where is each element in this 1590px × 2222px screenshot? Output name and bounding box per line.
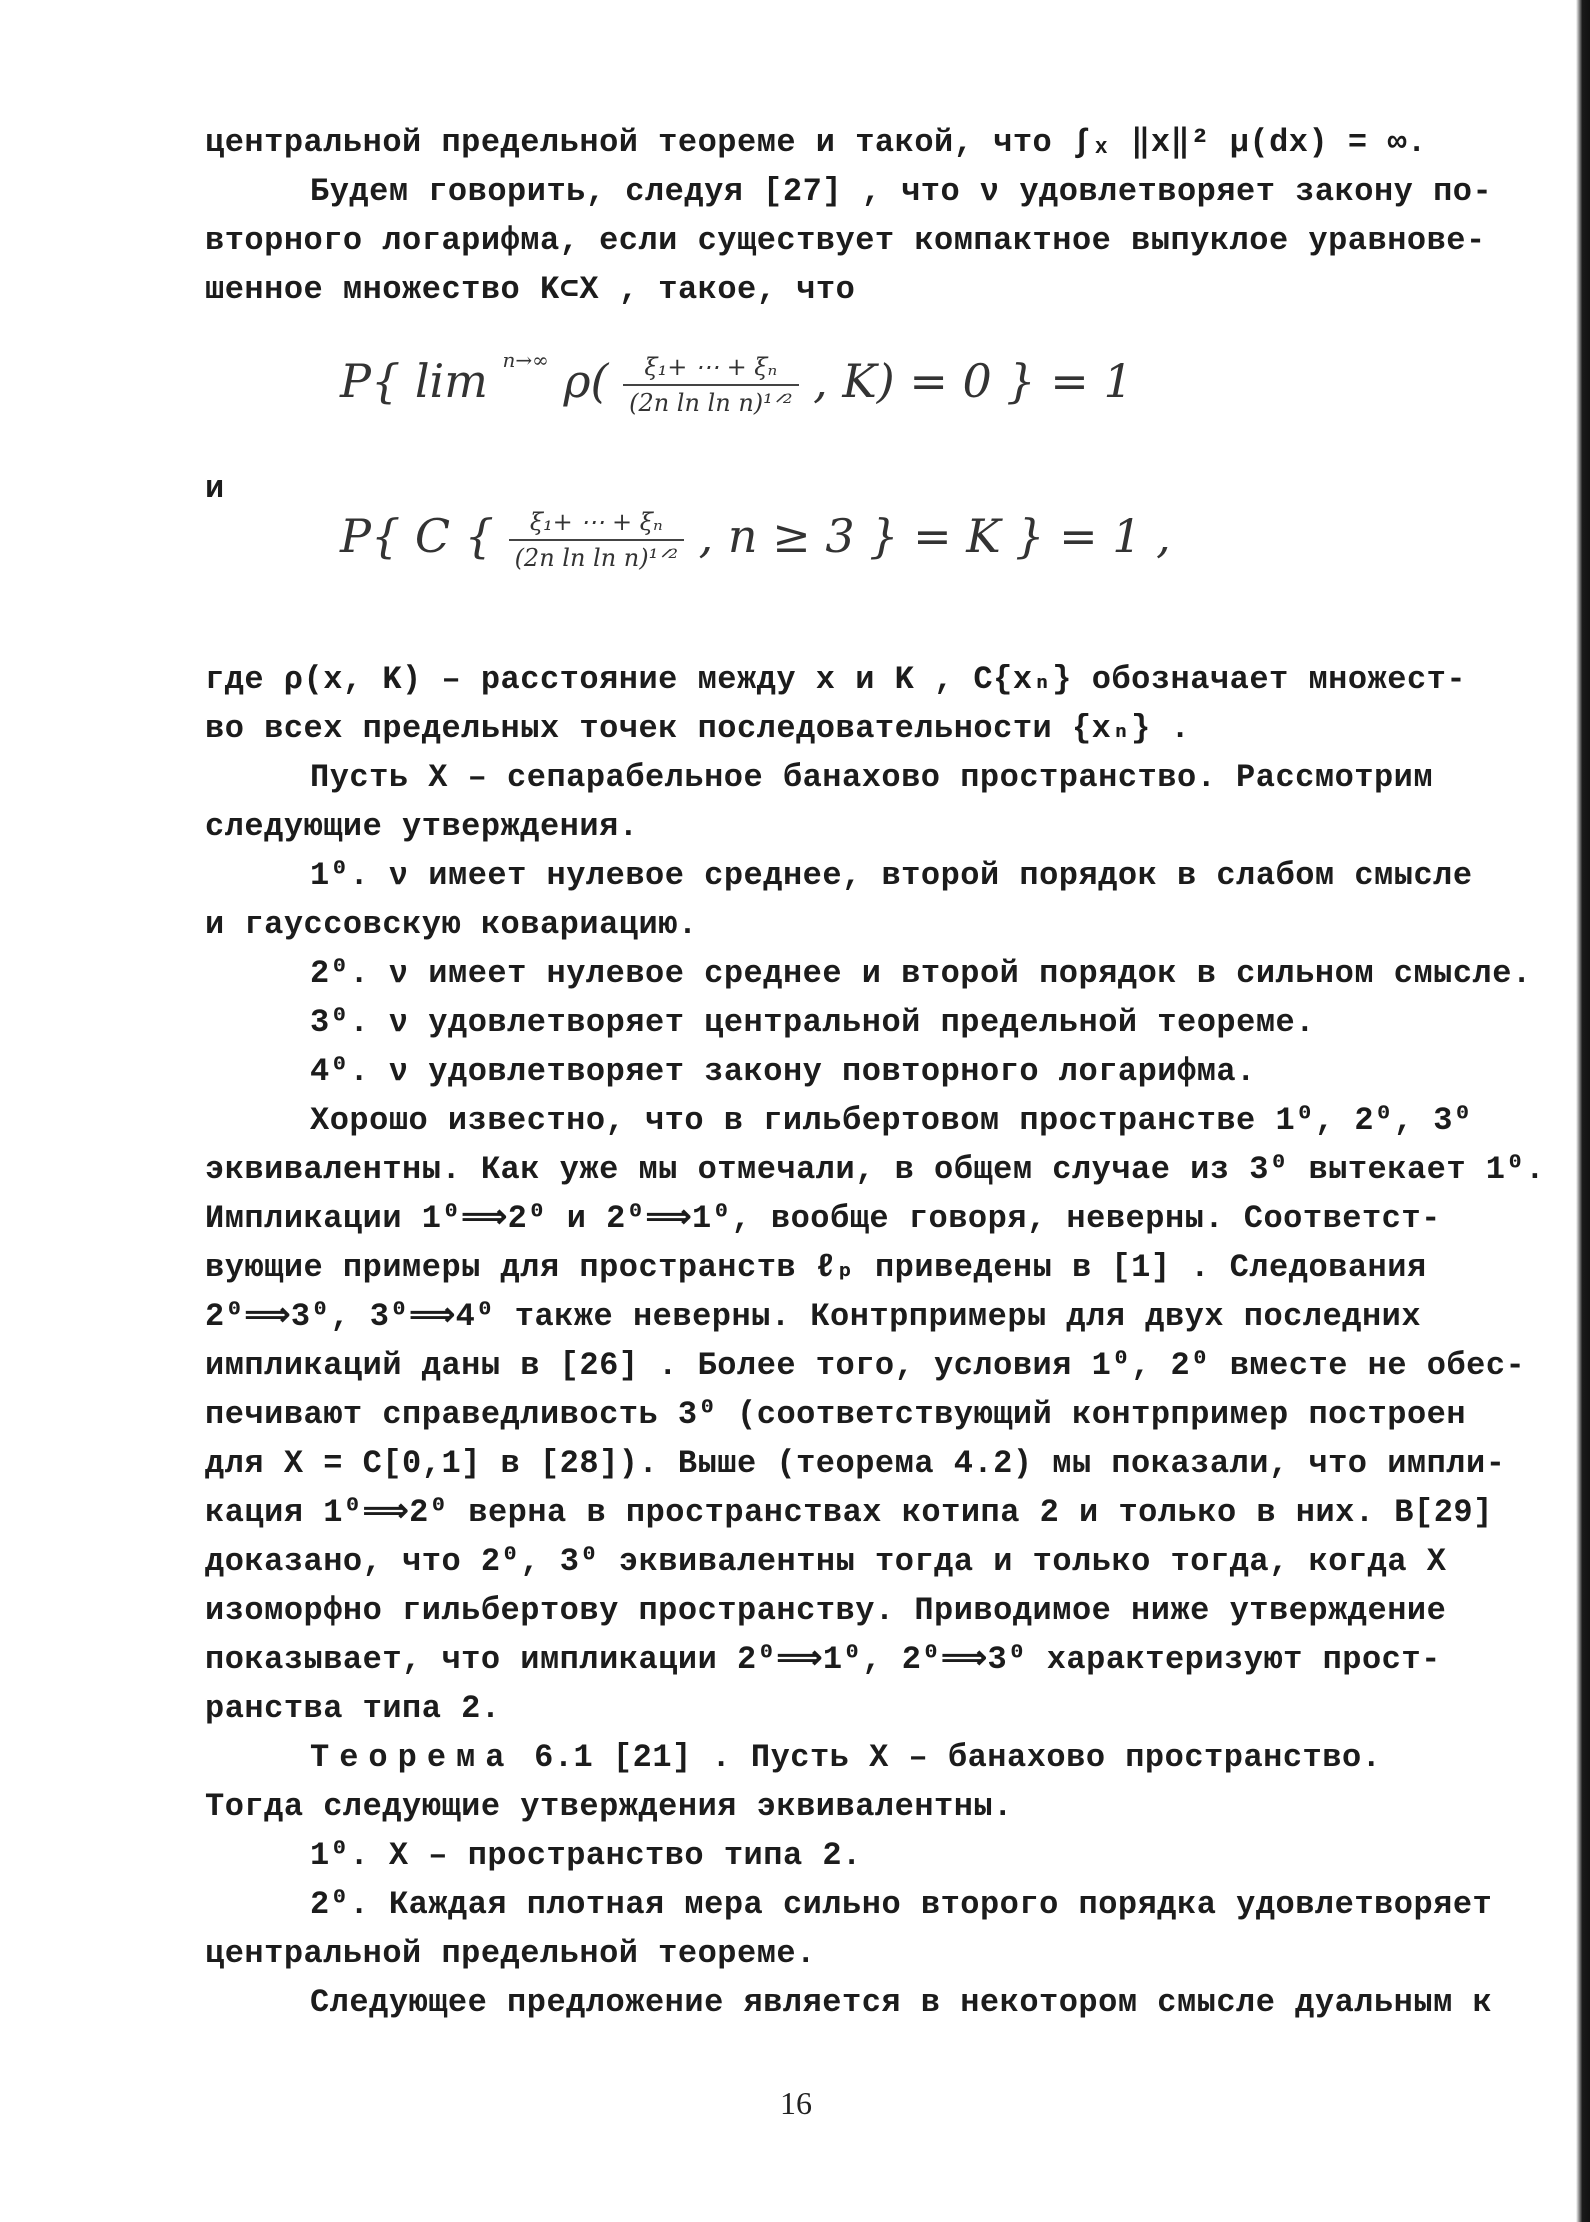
text-line: для X = C[0,1] в [28]). Выше (теорема 4.2) мы показали, что импли-	[205, 1445, 1506, 1482]
text-line: во всех предельных точек последовательности {xₙ} .	[205, 710, 1191, 747]
fraction-numerator: ξ₁+ ⋯ + ξₙ	[509, 505, 684, 541]
theorem-section	[205, 1733, 1535, 2027]
fraction-numerator: ξ₁+ ⋯ + ξₙ	[623, 350, 798, 386]
text-line: печивают справедливость 3⁰ (соответствующий контрпример построен	[205, 1396, 1467, 1433]
text-line: 2⁰. Каждая плотная мера сильно второго порядка удовлетворяет	[310, 1886, 1493, 1923]
text-line: Импликации 1⁰⟹2⁰ и 2⁰⟹1⁰, вообще говоря, неверны. Соответст-	[205, 1200, 1441, 1237]
text-line: где ρ(x, K) – расстояние между x и K , C{xₙ} обозначает множест-	[205, 661, 1467, 698]
body-paragraphs	[205, 655, 1545, 1733]
limit-subscript: n→∞	[502, 348, 549, 372]
fraction-denominator: (2n ln ln n)¹ᐟ²	[629, 389, 793, 417]
text-line: 2⁰. ν имеет нулевое среднее и второй порядок в сильном смысле.	[310, 955, 1532, 992]
intro-paragraph	[205, 118, 1535, 314]
theorem-heading	[205, 1733, 1535, 1782]
page-edge-shadow	[1576, 0, 1590, 2222]
text-line: центральной предельной теореме и такой, что ∫ₓ ‖x‖² μ(dx) = ∞.	[205, 124, 1427, 161]
theorem-rest: 6.1 [21] . Пусть X – банахово пространство.	[514, 1739, 1382, 1776]
text-line: эквивалентны. Как уже мы отмечали, в общем случае из 3⁰ вытекает 1⁰.	[205, 1151, 1545, 1188]
text-line: центральной предельной теореме.	[205, 1935, 816, 1972]
text-line: показывает, что импликации 2⁰⟹1⁰, 2⁰⟹3⁰ характеризуют прост-	[205, 1641, 1441, 1678]
text-line: кация 1⁰⟹2⁰ верна в пространствах котипа 2 и только в них. В[29]	[205, 1494, 1493, 1531]
formula-limit-set	[340, 505, 1171, 575]
text-line: следующие утверждения.	[205, 808, 639, 845]
text-line: ранства типа 2.	[205, 1690, 501, 1727]
limit-subscript-wrap	[503, 350, 549, 370]
formula-suffix: , n ≥ 3 } = K } = 1 ,	[698, 509, 1171, 563]
text-line: Пусть X – сепарабельное банахово пространство. Рассмотрим	[310, 759, 1434, 796]
formula-rho: ρ(	[563, 354, 609, 408]
text-line: изоморфно гильбертову пространству. Приводимое ниже утверждение	[205, 1592, 1447, 1629]
formula-lil-limit	[340, 350, 1133, 420]
text-line: доказано, что 2⁰, 3⁰ эквивалентны тогда и только тогда, когда X	[205, 1543, 1447, 1580]
theorem-label: Теорема	[310, 1739, 515, 1776]
formula-fraction	[509, 505, 684, 575]
formula-suffix: , K) = 0 } = 1	[813, 354, 1133, 408]
text-line: импликаций даны в [26] . Более того, условия 1⁰, 2⁰ вместе не обес-	[205, 1347, 1526, 1384]
text-line: Хорошо известно, что в гильбертовом пространстве 1⁰, 2⁰, 3⁰	[310, 1102, 1473, 1139]
text-line: 1⁰. ν имеет нулевое среднее, второй порядок в слабом смысле	[310, 857, 1473, 894]
text-line: вующие примеры для пространств ℓₚ приведены в [1] . Следования	[205, 1249, 1427, 1286]
text-line: вторного логарифма, если существует компактное выпуклое уравнове-	[205, 222, 1486, 259]
text-line: Будем говорить, следуя [27] , что ν удовлетворяет закону по-	[310, 173, 1493, 210]
conjunction: и	[205, 470, 225, 507]
text-line: 2⁰⟹3⁰, 3⁰⟹4⁰ также неверны. Контрпримеры для двух последних	[205, 1298, 1422, 1335]
fraction-denominator: (2n ln ln n)¹ᐟ²	[514, 544, 679, 572]
text-line: Следующее предложение является в некотором смысле дуальным к	[310, 1984, 1493, 2021]
text-line: шенное множество K⊂X , такое, что	[205, 271, 856, 308]
formula-fraction	[623, 350, 798, 420]
page-number: 16	[780, 2085, 812, 2121]
text-line: 4⁰. ν удовлетворяет закону повторного логарифма.	[310, 1053, 1256, 1090]
text-line: и гауссовскую ковариацию.	[205, 906, 698, 943]
formula-prefix: P{ C {	[340, 509, 494, 563]
text-line: 3⁰. ν удовлетворяет центральной предельной теореме.	[310, 1004, 1315, 1041]
formula-prefix: P{ lim	[340, 354, 488, 408]
text-line: Тогда следующие утверждения эквивалентны.	[205, 1788, 1013, 1825]
text-line: 1⁰. X – пространство типа 2.	[310, 1837, 862, 1874]
